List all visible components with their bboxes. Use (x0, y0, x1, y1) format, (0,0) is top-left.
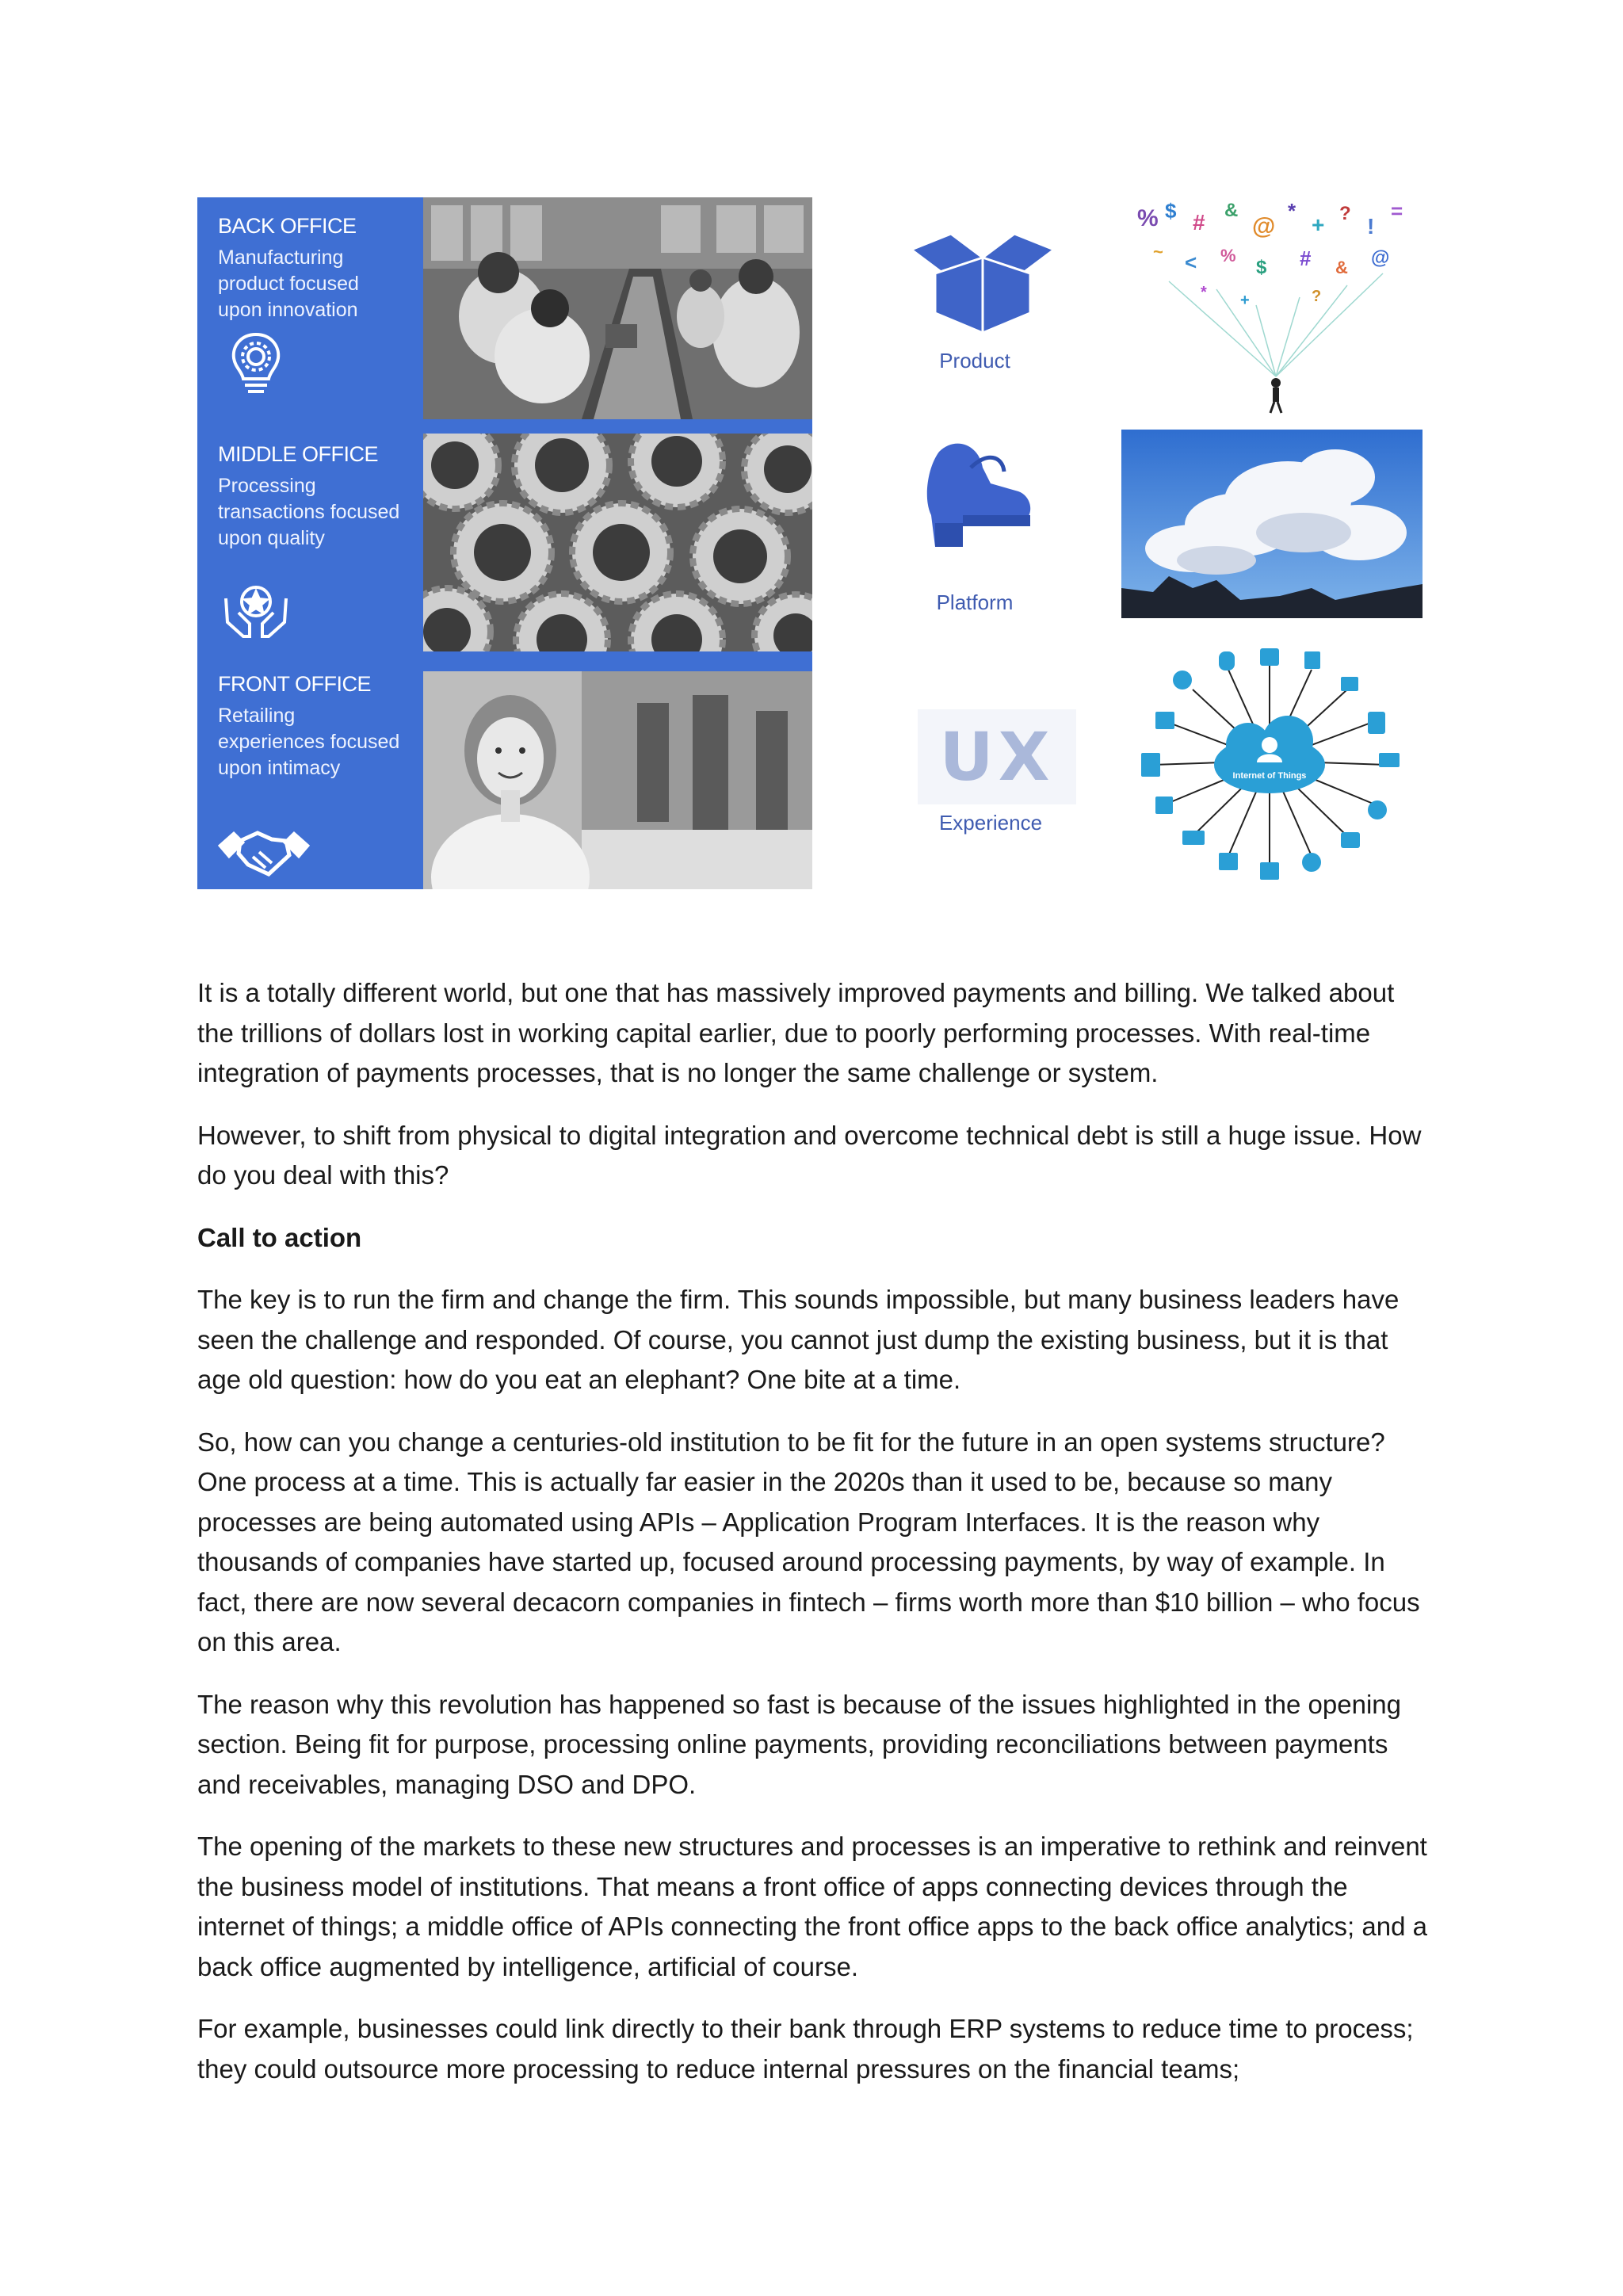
svg-text:#: # (1300, 246, 1312, 270)
middle-office-title: MIDDLE OFFICE (218, 442, 379, 466)
platform-shoe-icon (915, 436, 1042, 555)
front-office-panel (197, 671, 812, 889)
svg-text:=: = (1391, 199, 1403, 223)
paragraph: The reason why this revolution has happened so fast is because of the issues highlighted in the opening section. Being fit for purpose, processing online payments, providing reconciliations between payments and receivables, managing DSO and DPO. (197, 1689, 1401, 1799)
paragraph: It is a totally different world, but one that has massively improved payments and billing. We talked about the trillions of dollars lost in working capital earlier, due to poorly performing processes. With real-time integration of payments processes, that is no longer the same challenge or system. (197, 978, 1395, 1087)
svg-text:@: @ (1371, 247, 1390, 269)
svg-text:?: ? (1312, 288, 1322, 305)
svg-text:+: + (1240, 292, 1250, 309)
experience-label: Experience (938, 811, 1043, 835)
svg-text:%: % (1220, 246, 1236, 266)
paragraph: However, to shift from physical to digital integration and overcome technical debt is still a huge issue. How do you deal with this? (197, 1120, 1422, 1190)
paragraph: The opening of the markets to these new structures and processes is an imperative to rethink and reinvent the business model of institutions. That means a front office of apps connecting devices through the internet of things; a middle office of APIs connecting the front office apps to the back office analytics; and a back office augmented by intelligence, artificial of course. (197, 1832, 1427, 1981)
svg-text:&: & (1224, 200, 1239, 221)
middle-office-desc-line: transactions focused (218, 501, 400, 523)
lightbulb-gear-icon (216, 328, 296, 399)
svg-text:@: @ (1252, 213, 1276, 239)
back-office-desc-line: Manufacturing (218, 246, 344, 269)
front-office-title: FRONT OFFICE (218, 672, 371, 696)
svg-text:+: + (1312, 212, 1325, 237)
paragraph: So, how can you change a centuries-old institution to be fit for the future in an open systems structure? One process at a time. This is actually far easier in the 2020s than it used to be, because so many processes are being automated using APIs – Application Program Interfaces. It is the reason why thousands of companies have started up, focused around processing payments, by way of example. In fact, there are now several decacorn companies in fintech – firms worth more than $10 billion – who focus on this area. (197, 1427, 1420, 1656)
open-box-icon (903, 226, 1062, 337)
middle-office-panel (197, 434, 812, 651)
svg-text:!: ! (1367, 214, 1375, 239)
internet-of-things-diagram (1133, 634, 1407, 892)
back-office-desc-line: upon innovation (218, 299, 358, 321)
back-office-desc-line: product focused (218, 273, 359, 295)
article-body (197, 973, 1434, 2111)
paragraph: For example, businesses could link directly to their bank through ERP systems to reduce time to process; they could outsource more processing to reduce internal pressures on the financial teams; (197, 2014, 1414, 2084)
svg-text:<: < (1185, 250, 1197, 274)
middle-office-desc-line: upon quality (218, 527, 325, 549)
svg-text:$: $ (1165, 199, 1177, 223)
svg-text:?: ? (1339, 203, 1351, 224)
front-office-desc-line: upon intimacy (218, 757, 341, 779)
svg-text:$: $ (1256, 257, 1267, 278)
hands-star-icon (216, 575, 296, 646)
svg-text:*: * (1201, 284, 1207, 301)
gears-photo (423, 434, 812, 651)
ux-tile (918, 709, 1076, 804)
section-heading: Call to action (197, 1222, 362, 1252)
product-label: Product (939, 349, 1010, 372)
ux-text: UX (939, 718, 1055, 796)
svg-text:#: # (1193, 210, 1205, 235)
back-office-title: BACK OFFICE (218, 214, 357, 238)
svg-text:~: ~ (1153, 242, 1163, 262)
svg-text:%: % (1137, 205, 1159, 231)
clouds-sky-photo (1121, 430, 1423, 618)
svg-text:*: * (1288, 199, 1296, 223)
platform-label: Platform (936, 590, 1014, 614)
front-office-desc-line: Retailing (218, 705, 296, 727)
factory-photo (423, 197, 812, 419)
retail-woman-photo (423, 671, 812, 889)
iot-label: Internet of Things (1232, 771, 1307, 781)
office-layers-figure (197, 197, 812, 889)
paragraph: The key is to run the firm and change the firm. This sounds impossible, but many business leaders have seen the challenge and responded. Of course, you cannot just dump the existing business, but it is that age old question: how do you eat an elephant? One bite at a time. (197, 1285, 1400, 1394)
back-office-panel (197, 197, 812, 419)
front-office-desc-line: experiences focused (218, 731, 400, 753)
middle-office-desc-line: Processing (218, 475, 316, 497)
handshake-icon (216, 816, 311, 887)
symbols-balloon-illustration (1129, 194, 1426, 416)
svg-text:&: & (1335, 258, 1348, 277)
product-platform-experience-figure (872, 194, 1426, 892)
